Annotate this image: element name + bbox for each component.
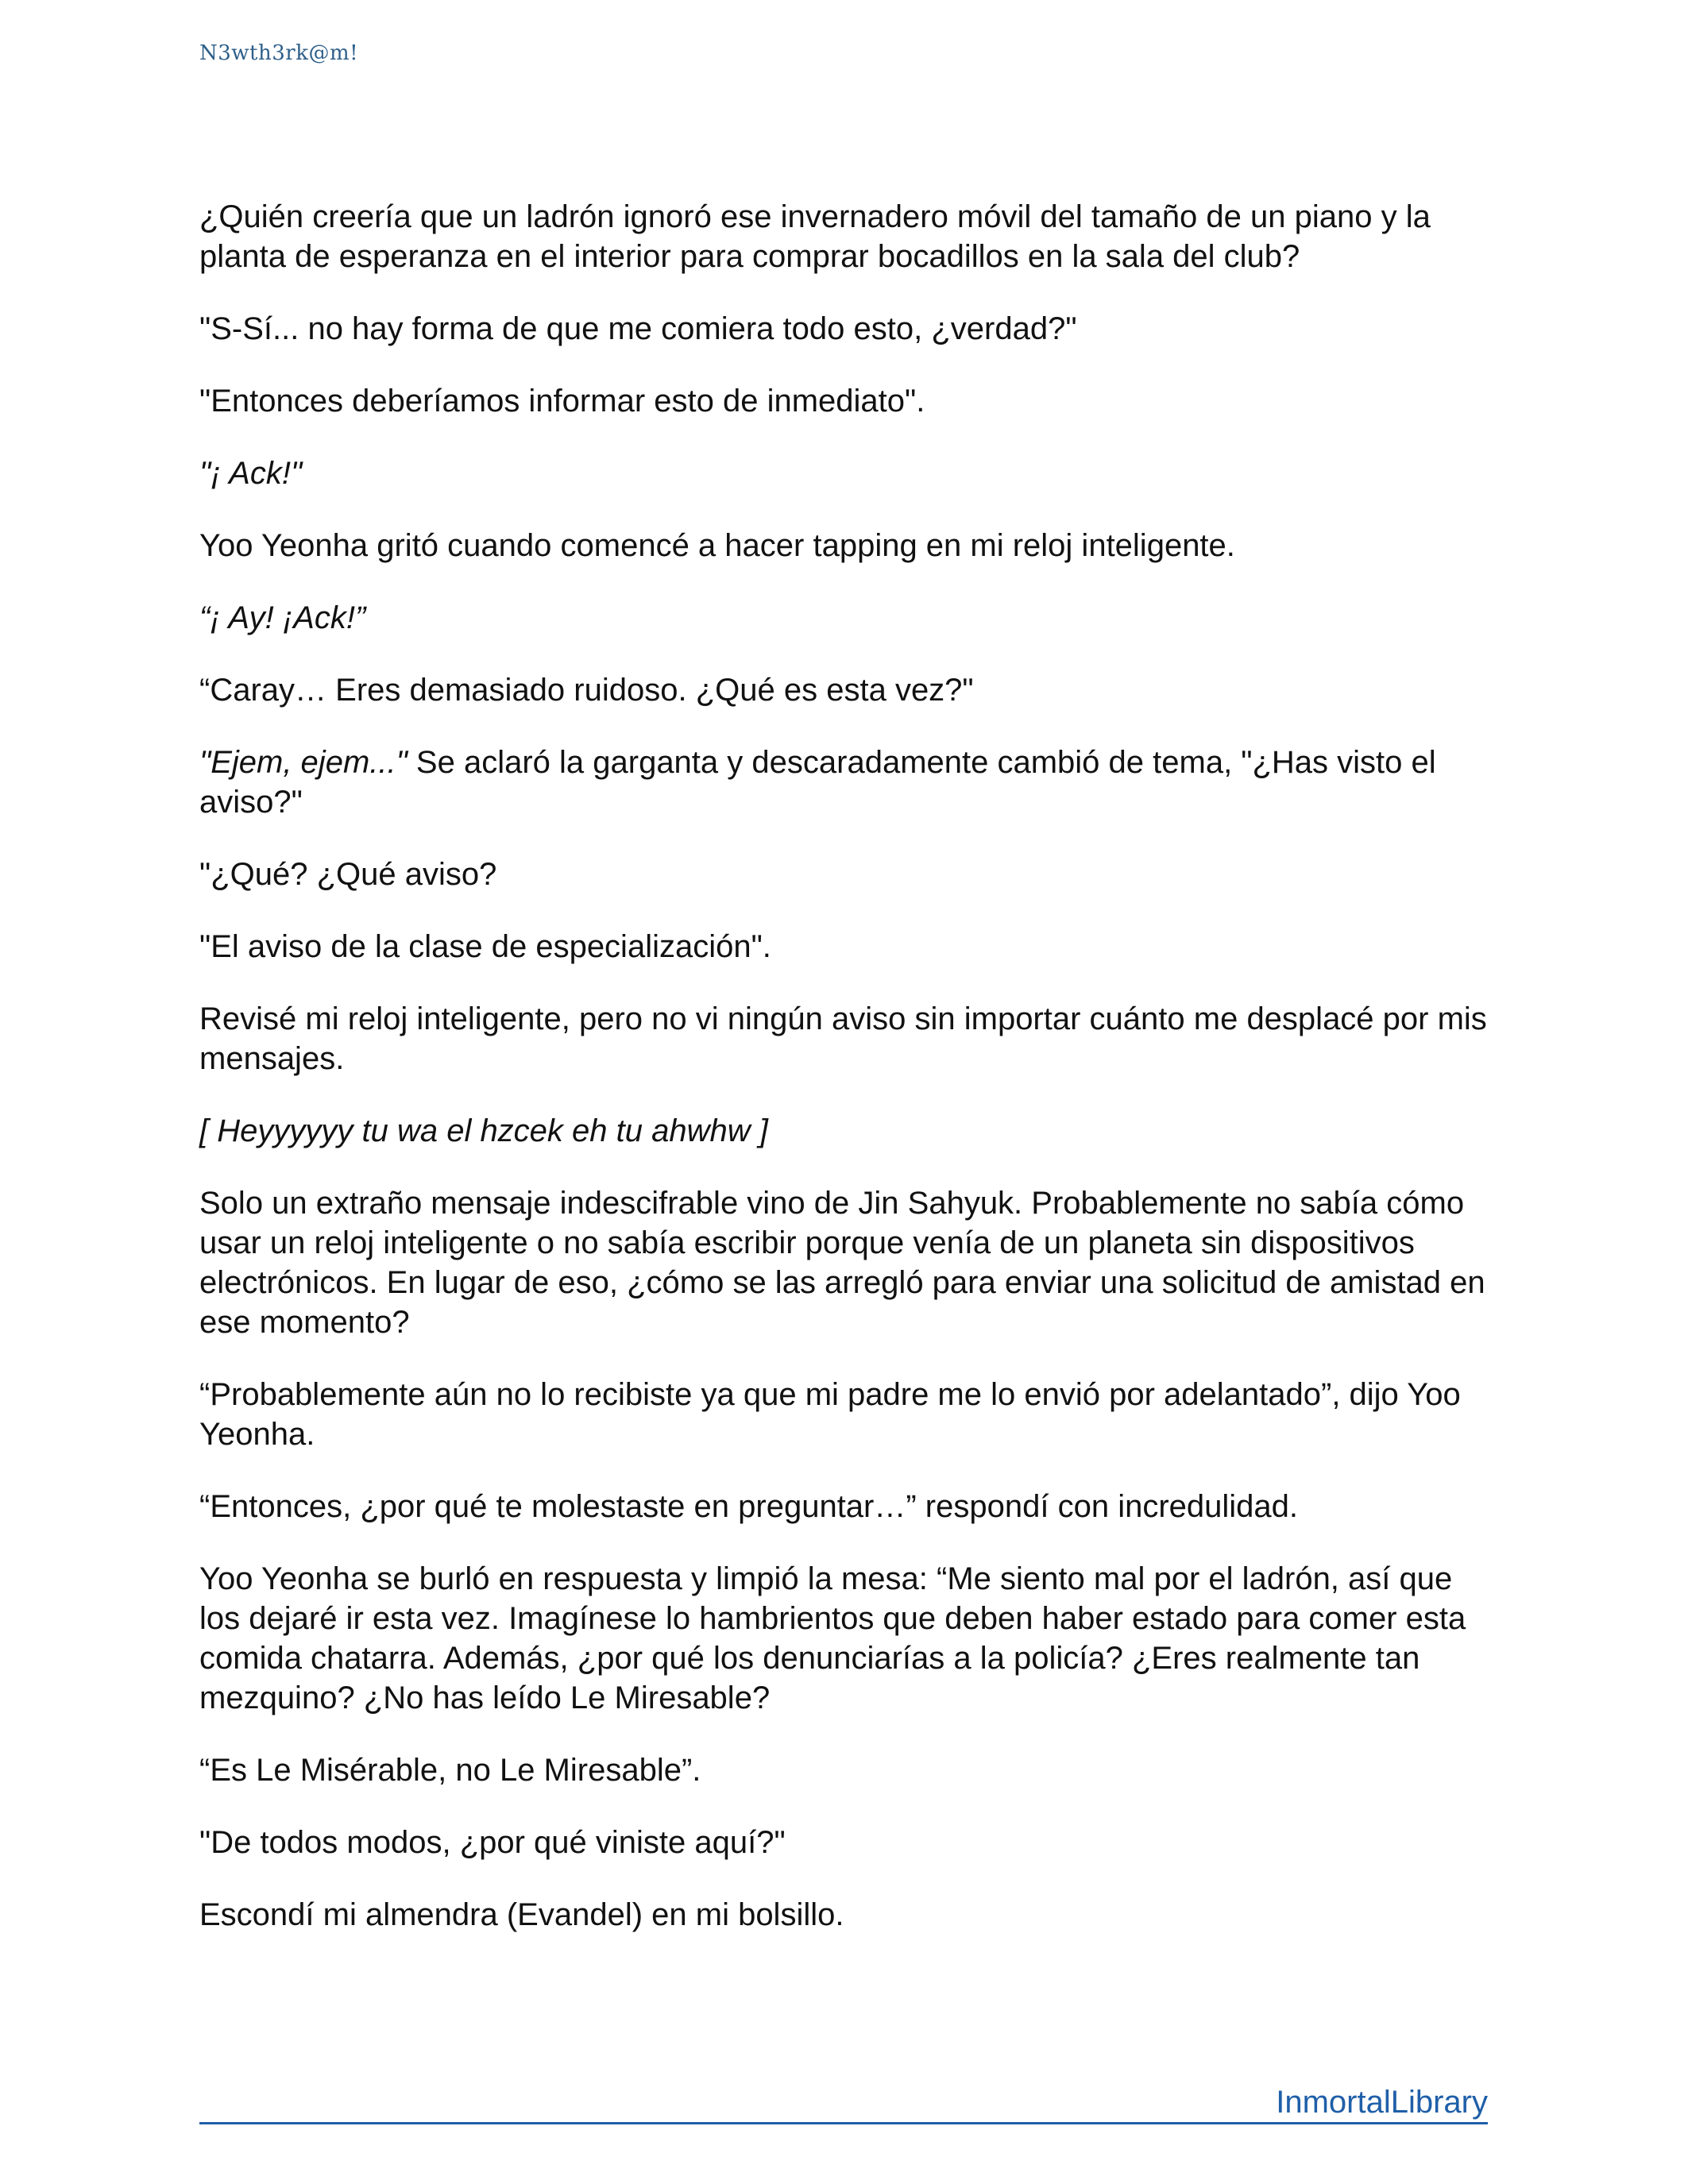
paragraph: “Entonces, ¿por qué te molestaste en preguntar…” respondí con incredulidad. xyxy=(199,1489,1299,1524)
paragraph: Yoo Yeonha se burló en respuesta y limpió la mesa: “Me siento mal por el ladrón, así que los dejaré ir esta vez. Imagínese lo hambrientos que deben haber estado para comer esta comida chatarra. Además, ¿por qué los denunciarías a la policía? ¿Eres realmente tan mezquino? ¿No has leído Le Miresable? xyxy=(199,1561,1466,1715)
document-body xyxy=(199,197,1494,1967)
paragraph: "S-Sí... no hay forma de que me comiera todo esto, ¿verdad?" xyxy=(199,311,1077,346)
paragraph-italic-fragment: "Ejem, ejem..." xyxy=(199,745,408,780)
paragraph: "Entonces deberíamos informar esto de inmediato". xyxy=(199,384,925,419)
paragraph: "De todos modos, ¿por qué viniste aquí?" xyxy=(199,1825,786,1860)
paragraph: Revisé mi reloj inteligente, pero no vi ningún aviso sin importar cuánto me desplacé por mis mensajes. xyxy=(199,1001,1487,1076)
paragraph-mixed xyxy=(199,743,1494,822)
paragraph: "El aviso de la clase de especialización". xyxy=(199,929,771,964)
header-watermark: N3wth3rk@m! xyxy=(199,41,359,65)
footer-rule xyxy=(199,2081,1488,2124)
paragraph: "¿Qué? ¿Qué aviso? xyxy=(199,857,497,892)
paragraph-italic: “¡ Ay! ¡Ack!” xyxy=(199,600,366,635)
paragraph: Escondí mi almendra (Evandel) en mi bolsillo. xyxy=(199,1897,844,1932)
paragraph: “Caray… Eres demasiado ruidoso. ¿Qué es esta vez?" xyxy=(199,673,974,708)
paragraph: ¿Quién creería que un ladrón ignoró ese invernadero móvil del tamaño de un piano y la planta de esperanza en el interior para comprar bocadillos en la sala del club? xyxy=(199,199,1431,274)
paragraph-italic: "¡ Ack!" xyxy=(199,456,303,491)
paragraph-italic: [ Heyyyyyy tu wa el hzcek eh tu ahwhw ] xyxy=(199,1113,768,1148)
paragraph: “Es Le Misérable, no Le Miresable”. xyxy=(199,1753,701,1788)
footer-library-link[interactable]: InmortalLibrary xyxy=(1276,2085,1488,2120)
paragraph-fragment: Se aclaró la garganta y descaradamente cambió de tema, "¿Has visto el aviso?" xyxy=(199,745,1436,820)
paragraph: Solo un extraño mensaje indescifrable vino de Jin Sahyuk. Probablemente no sabía cómo usar un reloj inteligente o no sabía escribir porque venía de un planeta sin dispositivos electrónicos. En lugar de eso, ¿cómo se las arregló para enviar una solicitud de amistad en ese momento? xyxy=(199,1186,1485,1340)
paragraph: Yoo Yeonha gritó cuando comencé a hacer tapping en mi reloj inteligente. xyxy=(199,528,1235,563)
paragraph: “Probablemente aún no lo recibiste ya que mi padre me lo envió por adelantado”, dijo Yoo Yeonha. xyxy=(199,1377,1461,1452)
